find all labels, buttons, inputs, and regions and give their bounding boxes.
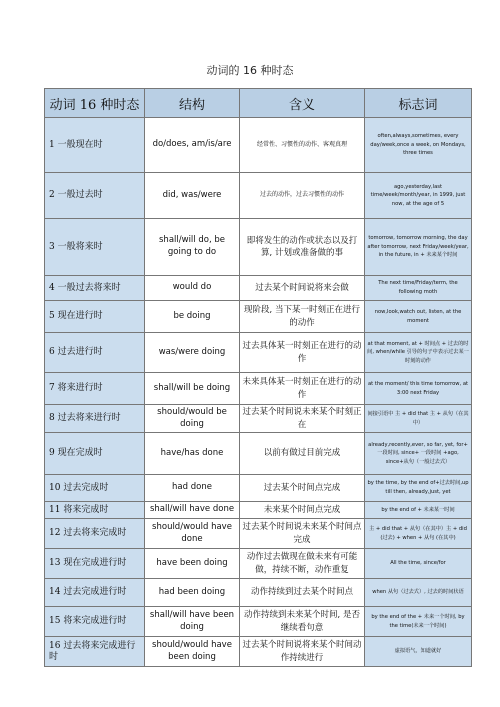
meaning-cell: 未来具体某一时刻正在进行的动作 xyxy=(240,373,365,405)
tense-cell: 15 将来完成进行时 xyxy=(45,607,145,637)
header-structure: 结构 xyxy=(145,89,240,118)
signals-cell: by the time, by the end of+过去时间,up till then, already,just, yet xyxy=(365,475,472,502)
structure-cell: shall/will have been doing xyxy=(145,607,240,637)
tense-cell: 9 现在完成时 xyxy=(45,433,145,475)
structure-cell: would do xyxy=(145,276,240,301)
table-row xyxy=(45,276,472,301)
table-row xyxy=(45,301,472,333)
meaning-cell: 过去某个时间说将来某个时间动作持续进行 xyxy=(240,637,365,667)
structure-cell: have been doing xyxy=(145,549,240,579)
tense-cell: 12 过去将来完成时 xyxy=(45,519,145,549)
signals-cell: tomorrow, tomorrow morning, the day after tomorrow, next Friday/week/year, in the future, in + 未来某个时间 xyxy=(365,219,472,276)
signals-cell: now,look,watch out, listen, at the moment xyxy=(365,301,472,333)
signals-cell: All the time, since/for xyxy=(365,549,472,579)
signals-cell: already,recently,ever, so far, yet, for+ 一段时间, since+ 一段时间 +ago, since+从句（一般过去式） xyxy=(365,433,472,475)
table-row xyxy=(45,373,472,405)
signals-cell: when 从句（过去式）, 过去的时间状语 xyxy=(365,579,472,607)
signals-cell: 虚拟语气，知道就好 xyxy=(365,637,472,667)
tense-cell: 5 现在进行时 xyxy=(45,301,145,333)
structure-cell: should/would have done xyxy=(145,519,240,549)
signals-cell: 间接引语中 主 + did that 主 + 从句（在其中） xyxy=(365,405,472,433)
signals-cell: by the end of the + 未来一个时间, by the time(未来一个时间) xyxy=(365,607,472,637)
meaning-cell: 即将发生的动作或状态以及打算, 计划或准备做的事 xyxy=(240,219,365,276)
meaning-cell: 未来某个时间点完成 xyxy=(240,502,365,519)
signals-cell: at the moment/ this time tomorrow, at 3:00 next Friday xyxy=(365,373,472,405)
tense-cell: 7 将来进行时 xyxy=(45,373,145,405)
meaning-cell: 过去某个时间说未来某个时刻正在 xyxy=(240,405,365,433)
meaning-cell: 过去某个时间说将来会做 xyxy=(240,276,365,301)
structure-cell: had done xyxy=(145,475,240,502)
signals-cell: at that moment, at + 时间点 + 过去的时间, when/while 引导的句子中表示过去某一时刻的动作 xyxy=(365,333,472,373)
table-row xyxy=(45,405,472,433)
tense-cell: 14 过去完成进行时 xyxy=(45,579,145,607)
table-row xyxy=(45,475,472,502)
meaning-cell: 动作持续到未来某个时间, 是否继续看句意 xyxy=(240,607,365,637)
signals-cell: ago,yesterday,last time/week/month/year, in 1999, just now, at the age of 5 xyxy=(365,173,472,219)
structure-cell: should/would be doing xyxy=(145,405,240,433)
table-row xyxy=(45,219,472,276)
structure-cell: was/were doing xyxy=(145,333,240,373)
structure-cell: have/has done xyxy=(145,433,240,475)
structure-cell: shall/will have done xyxy=(145,502,240,519)
table-row xyxy=(45,607,472,637)
signals-cell: 主 + did that + 从句（在其中）主 + did (过去) + when + 从句 (在其中) xyxy=(365,519,472,549)
meaning-cell: 经常性、习惯性的动作、客观真理 xyxy=(240,118,365,173)
table-row xyxy=(45,579,472,607)
tense-cell: 11 将来完成时 xyxy=(45,502,145,519)
structure-cell: do/does, am/is/are xyxy=(145,118,240,173)
structure-cell: did, was/were xyxy=(145,173,240,219)
table-row xyxy=(45,637,472,667)
meaning-cell: 以前有做过目前完成 xyxy=(240,433,365,475)
meaning-cell: 过去的动作，过去习惯性的动作 xyxy=(240,173,365,219)
tense-cell: 3 一般将来时 xyxy=(45,219,145,276)
table-row xyxy=(45,433,472,475)
tense-cell: 4 一般过去将来时 xyxy=(45,276,145,301)
header-row xyxy=(45,89,472,118)
table-row xyxy=(45,549,472,579)
tense-table xyxy=(44,88,472,667)
meaning-cell: 动作过去做现在做未来有可能做，持续不断，动作重复 xyxy=(240,549,365,579)
structure-cell: shall/will do, be going to do xyxy=(145,219,240,276)
structure-cell: had been doing xyxy=(145,579,240,607)
tense-cell: 2 一般过去时 xyxy=(45,173,145,219)
document-title: 动词的 16 种时态 xyxy=(206,64,294,77)
table-row xyxy=(45,118,472,173)
table-body xyxy=(45,118,472,667)
meaning-cell: 过去具体某一时刻正在进行的动作 xyxy=(240,333,365,373)
header-tense: 动词 16 种时态 xyxy=(45,89,145,118)
header-meaning: 含义 xyxy=(240,89,365,118)
structure-cell: shall/will be doing xyxy=(145,373,240,405)
tense-cell: 16 过去将来完成进行时 xyxy=(45,637,145,667)
table-row xyxy=(45,502,472,519)
table-row xyxy=(45,173,472,219)
tense-cell: 6 过去进行时 xyxy=(45,333,145,373)
signals-cell: by the end of + 未来某一时间 xyxy=(365,502,472,519)
tense-cell: 10 过去完成时 xyxy=(45,475,145,502)
tense-cell: 8 过去将来进行时 xyxy=(45,405,145,433)
signals-cell: often,always,sometimes, every day/week,once a week, on Mondays, three times xyxy=(365,118,472,173)
meaning-cell: 过去某个时间说未来某个时间点完成 xyxy=(240,519,365,549)
meaning-cell: 动作持续到过去某个时间点 xyxy=(240,579,365,607)
table-row xyxy=(45,519,472,549)
tense-cell: 13 现在完成进行时 xyxy=(45,549,145,579)
meaning-cell: 过去某个时间点完成 xyxy=(240,475,365,502)
signals-cell: The next time/Friday/term, the following moth xyxy=(365,276,472,301)
structure-cell: should/would have been doing xyxy=(145,637,240,667)
header-signals: 标志词 xyxy=(365,89,472,118)
structure-cell: be doing xyxy=(145,301,240,333)
table-row xyxy=(45,333,472,373)
tense-cell: 1 一般现在时 xyxy=(45,118,145,173)
meaning-cell: 现阶段, 当下某一时刻正在进行的动作 xyxy=(240,301,365,333)
